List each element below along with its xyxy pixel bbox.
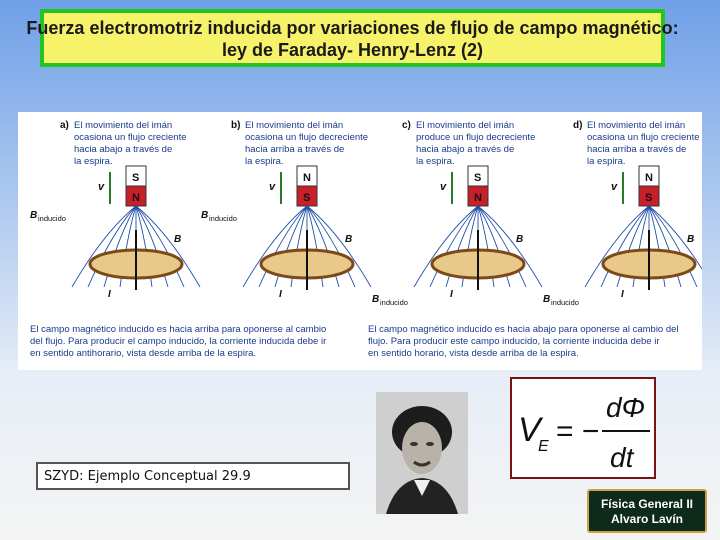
caption-right-line: flujo. Para producir este campo inducido, la corriente inducida debe ir (368, 336, 660, 347)
panel-description-line: ocasiona un flujo creciente (587, 132, 700, 143)
induced-field-label: B (372, 294, 380, 305)
magnet-bottom-pole: S (645, 192, 653, 204)
panel-description-line: El movimiento del imán (416, 120, 515, 131)
magnet-bottom-pole: S (303, 192, 311, 204)
course-badge (587, 489, 707, 533)
figure-svg (18, 112, 702, 370)
panel-description-line: ocasiona un flujo decreciente (245, 132, 369, 143)
slide-title-line2: ley de Faraday- Henry-Lenz (2) (221, 40, 484, 60)
induced-field-sub: inducido (380, 298, 408, 307)
velocity-label: v (611, 181, 618, 193)
example-caption: SZYD: Ejemplo Conceptual 29.9 (36, 462, 350, 490)
panel-description-line: la espira. (587, 156, 626, 167)
formula-numerator: dΦ (606, 392, 646, 423)
panel-description-line: hacia arriba a través de (587, 144, 687, 155)
panel-description-line: hacia abajo a través de (416, 144, 515, 155)
caption-left-line: El campo magnético inducido es hacia arriba para oponerse al cambio (30, 324, 327, 335)
magnet-bottom-pole: N (474, 192, 482, 204)
panel-description-line: ocasiona un flujo creciente (74, 132, 187, 143)
field-label: B (516, 234, 524, 245)
panel-description-line: El movimiento del imán (74, 120, 173, 131)
panel-description-line: El movimiento del imán (245, 120, 344, 131)
panel-description-line: la espira. (416, 156, 455, 167)
caption-left-line: en sentido antihorario, vista desde arriba de la espira. (30, 348, 257, 359)
badge-line2: Alvaro Lavín (610, 512, 684, 526)
magnet-top-pole: N (645, 172, 653, 184)
einstein-portrait (376, 392, 468, 514)
panel-description-line: la espira. (74, 156, 113, 167)
induced-field-label: B (201, 210, 209, 221)
field-label: B (345, 234, 353, 245)
caption-right-line: El campo magnético inducido es hacia abajo para oponerse al cambio del (368, 324, 679, 335)
panel-description-line: la espira. (245, 156, 284, 167)
magnet-top-pole: N (303, 172, 311, 184)
velocity-label: v (440, 181, 447, 193)
panel-letter: c) (402, 120, 411, 131)
current-label: I (450, 289, 453, 300)
panel-description-line: hacia abajo a través de (74, 144, 173, 155)
formula-equals: = − (556, 415, 600, 448)
faraday-formula (510, 377, 656, 479)
formula-svg (512, 379, 654, 477)
induced-field-sub: inducido (209, 214, 237, 223)
panel-description-line: produce un flujo decreciente (416, 132, 536, 143)
field-label: B (174, 234, 182, 245)
magnet-top-pole: S (474, 172, 482, 184)
current-label: I (621, 289, 624, 300)
induced-field-sub: inducido (38, 214, 66, 223)
field-label: B (687, 234, 695, 245)
slide-title-line1: Fuerza electromotriz inducida por variaciones de flujo de campo magnético: (26, 18, 679, 38)
magnet-top-pole: S (132, 172, 140, 184)
velocity-label: v (98, 181, 105, 193)
badge-line1: Física General II (600, 497, 694, 511)
velocity-label: v (269, 181, 276, 193)
slide-title (26, 9, 679, 67)
portrait-image (376, 392, 468, 514)
formula-lhs: V (518, 411, 541, 449)
current-label: I (279, 289, 282, 300)
caption-right-line: en sentido horario, vista desde arriba de la espira. (368, 348, 579, 359)
magnet-bottom-pole: N (132, 192, 140, 204)
panel-letter: d) (573, 120, 583, 131)
current-label: I (108, 289, 111, 300)
induced-field-sub: inducido (551, 298, 579, 307)
caption-left-line: del flujo. Para producir el campo inducido, la corriente inducida debe ir (30, 336, 327, 347)
panel-description-line: El movimiento del imán (587, 120, 686, 131)
panel-letter: b) (231, 120, 241, 131)
induced-field-label: B (543, 294, 551, 305)
induced-field-label: B (30, 210, 38, 221)
faraday-lenz-figure (18, 112, 702, 370)
formula-lhs-sub: E (538, 438, 549, 455)
panel-description-line: hacia arriba a través de (245, 144, 345, 155)
formula-denominator: dt (610, 442, 634, 473)
panel-letter: a) (60, 120, 69, 131)
